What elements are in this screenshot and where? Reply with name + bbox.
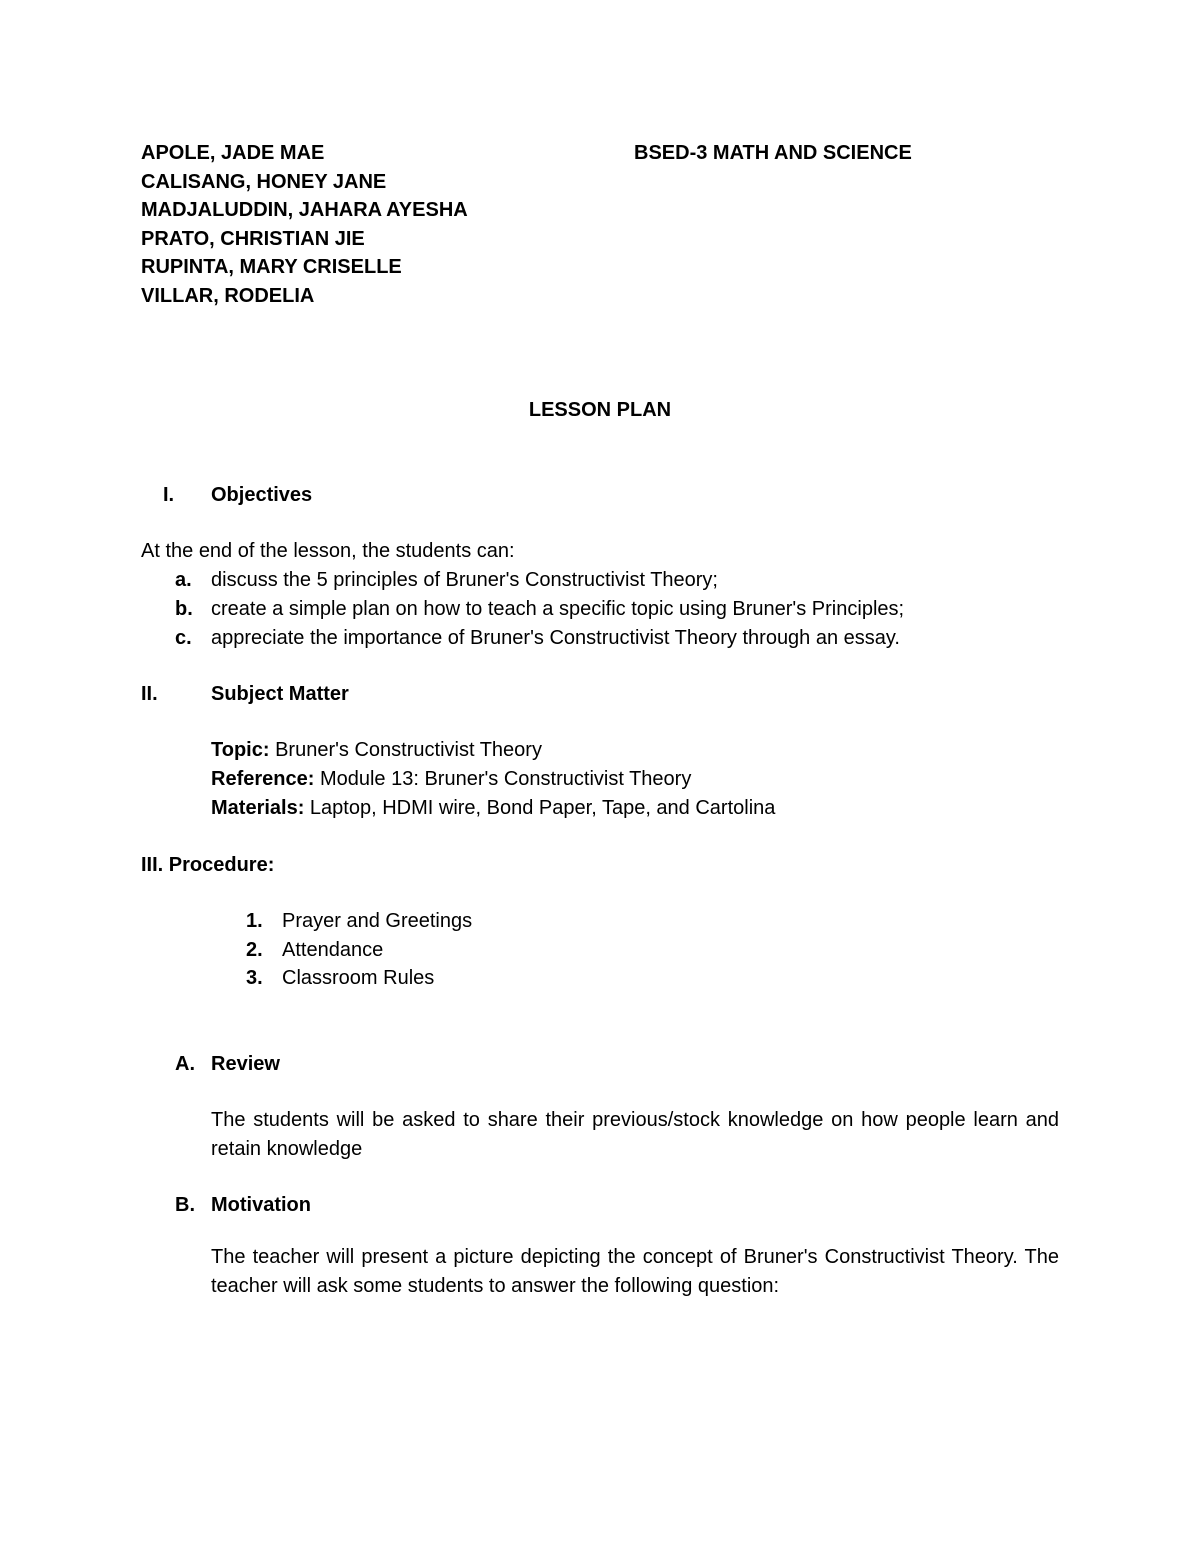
step-text: Prayer and Greetings: [282, 910, 473, 932]
student-name: RUPINTA, MARY CRISELLE: [141, 256, 402, 278]
section-number: I.: [163, 484, 175, 506]
course-label: BSED-3 MATH AND SCIENCE: [634, 142, 912, 164]
section-heading-subject-matter: Subject Matter: [211, 683, 349, 705]
student-name: MADJALUDDIN, JAHARA AYESHA: [141, 199, 468, 221]
step-number: 2.: [246, 939, 263, 961]
list-item: discuss the 5 principles of Bruner's Constructivist Theory;: [211, 569, 718, 591]
objectives-intro: At the end of the lesson, the students can:: [141, 540, 515, 562]
section-number: II.: [141, 683, 158, 705]
subsection-heading-review: Review: [211, 1053, 280, 1075]
list-label: c.: [175, 627, 192, 649]
subsection-label: B.: [175, 1194, 195, 1216]
subsection-label: A.: [175, 1053, 195, 1075]
reference-label: Reference:: [211, 768, 315, 790]
motivation-text: The teacher will present a picture depicting the concept of Bruner's Constructivist Theory. The teacher will ask some students to answer the following question:: [211, 1246, 1059, 1297]
step-number: 1.: [246, 910, 263, 932]
materials-label: Materials:: [211, 797, 305, 819]
step-text: Attendance: [282, 939, 384, 961]
list-label: a.: [175, 569, 192, 591]
topic-label: Topic:: [211, 739, 270, 761]
student-name: CALISANG, HONEY JANE: [141, 170, 387, 193]
subsection-heading-motivation: Motivation: [211, 1194, 311, 1216]
materials-line: [211, 794, 775, 822]
student-names: [141, 139, 468, 310]
topic-line: [211, 736, 542, 764]
section-heading-objectives: Objectives: [211, 484, 313, 506]
student-name: VILLAR, RODELIA: [141, 284, 315, 307]
list-item: appreciate the importance of Bruner's Constructivist Theory through an essay.: [211, 627, 900, 649]
reference-line: [211, 765, 691, 793]
review-text: The students will be asked to share their previous/stock knowledge on how people learn and retain knowledge: [211, 1109, 1059, 1160]
step-number: 3.: [246, 967, 263, 989]
reference-value: Module 13: Bruner's Constructivist Theory: [314, 768, 692, 790]
page-title: LESSON PLAN: [528, 399, 672, 421]
section-heading-procedure: III. Procedure:: [141, 854, 275, 876]
materials-value: Laptop, HDMI wire, Bond Paper, Tape, and Cartolina: [304, 797, 776, 819]
step-text: Classroom Rules: [282, 967, 435, 989]
list-label: b.: [175, 598, 193, 620]
student-name: PRATO, CHRISTIAN JIE: [141, 227, 365, 250]
topic-value: Bruner's Constructivist Theory: [269, 739, 542, 761]
student-name: APOLE, JADE MAE: [141, 142, 325, 164]
list-item: create a simple plan on how to teach a specific topic using Bruner's Principles;: [211, 598, 905, 620]
